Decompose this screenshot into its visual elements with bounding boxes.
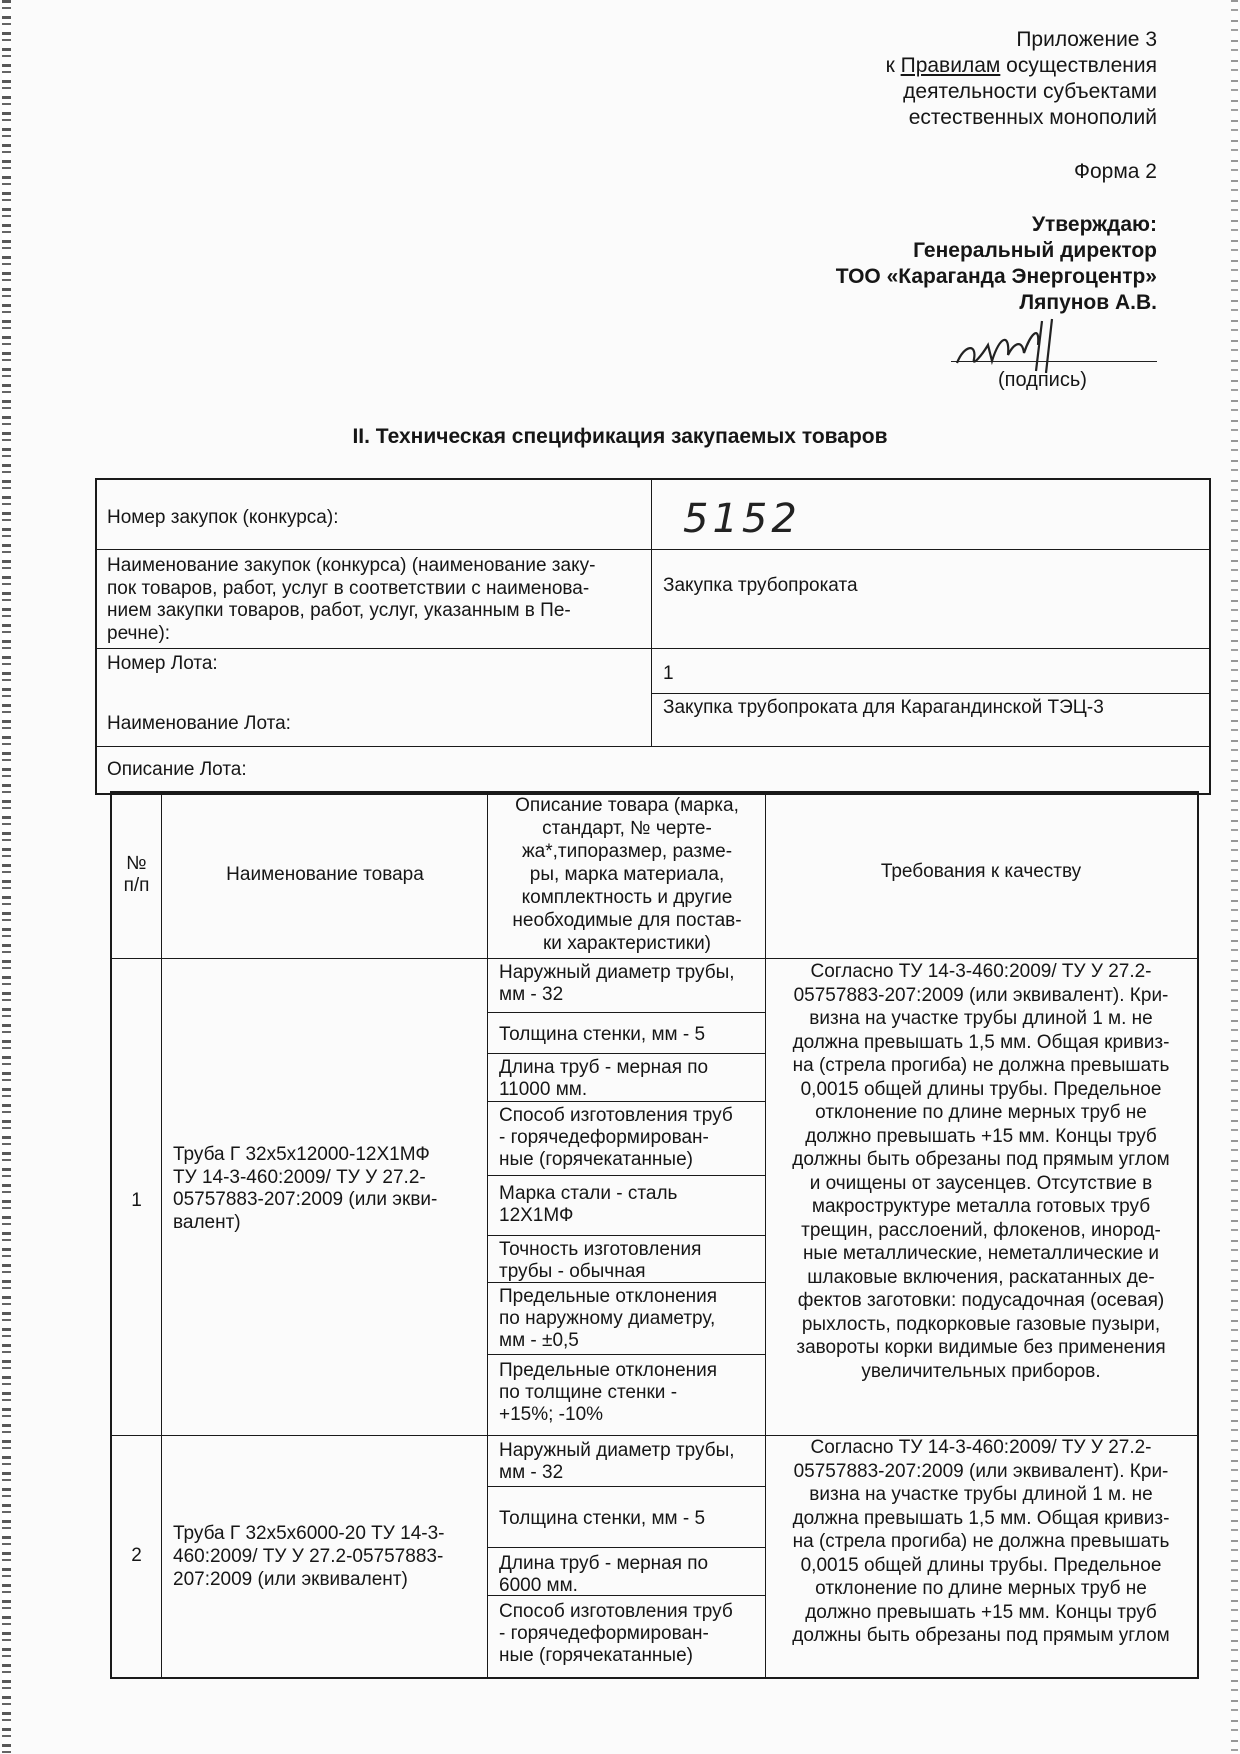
divider xyxy=(95,746,1209,747)
purchase-number-label: Номер закупок (конкурса): xyxy=(107,507,339,528)
divider xyxy=(651,478,652,746)
approval-block xyxy=(836,212,1157,316)
spec-cell xyxy=(499,1286,717,1352)
quality-line: трещин, расслоений, флокенов, инород- xyxy=(801,1219,1161,1241)
scan-edge-right xyxy=(1231,0,1238,1754)
divider xyxy=(161,791,162,1677)
spec-cell xyxy=(499,1239,701,1283)
spec-line: 6000 мм. xyxy=(499,1575,578,1596)
scan-edge-left xyxy=(2,0,11,1754)
quality-line: должны быть обрезаны под прямым углом xyxy=(792,1625,1170,1646)
quality-line: отклонение по длине мерных труб не xyxy=(815,1102,1147,1123)
quality-line: 0,0015 общей длины трубы. Предельное xyxy=(800,1078,1162,1100)
spec-line: Предельные отклонения xyxy=(499,1360,718,1381)
annex-line: естественных монополий xyxy=(908,106,1157,129)
spec-line: Способ изготовления труб xyxy=(499,1105,733,1126)
signature-line xyxy=(951,361,1157,362)
quality-line: фектов заготовки: подусадочная (осевая) xyxy=(797,1290,1165,1311)
divider xyxy=(765,791,766,1677)
spec-line: Точность изготовления xyxy=(499,1239,702,1260)
header-line: п/п xyxy=(123,875,150,896)
spec-cell xyxy=(499,1057,708,1101)
spec-line: по толщине стенки - xyxy=(499,1382,678,1403)
quality-line: на (стрела прогиба) не должна превышать xyxy=(792,1531,1170,1552)
divider xyxy=(95,549,1209,550)
header-line: комплектность и другие xyxy=(521,887,733,908)
lot-number-label: Номер Лота: xyxy=(107,653,218,674)
purchase-number-value: 5152 xyxy=(683,496,801,542)
label-line: нием закупки товаров, работ, услуг, указанным в Пе- xyxy=(107,600,571,621)
spec-cell xyxy=(499,1440,735,1484)
name-line: Труба Г 32х5х12000-12Х1МФ xyxy=(173,1144,430,1165)
approval-line: Генеральный директор xyxy=(913,239,1157,262)
name-line: 460:2009/ ТУ У 27.2-05757883- xyxy=(173,1546,444,1567)
quality-line: шлаковые включения, раскатанных де- xyxy=(807,1266,1155,1288)
annex-line: Приложение 3 xyxy=(1016,28,1157,51)
spec-line: - горячедеформирован- xyxy=(499,1623,709,1644)
divider xyxy=(487,1235,765,1236)
spec-line: Наружный диаметр трубы, xyxy=(499,962,735,983)
divider xyxy=(487,1101,765,1102)
spec-cell xyxy=(499,1553,708,1597)
approval-line: ТОО «Караганда Энергоцентр» xyxy=(835,265,1157,288)
quality-line: 0,0015 общей длины трубы. Предельное xyxy=(800,1554,1162,1576)
quality-line: должна превышать 1,5 мм. Общая кривиз- xyxy=(792,1507,1170,1529)
spec-line: Длина труб - мерная по xyxy=(499,1553,709,1574)
name-line: ТУ 14-3-460:2009/ ТУ У 27.2- xyxy=(173,1166,426,1188)
column-header-name: Наименование товара xyxy=(226,864,424,885)
spec-line: Способ изготовления труб xyxy=(499,1601,733,1622)
label-line: пок товаров, работ, услуг в соответствии с наименова- xyxy=(107,577,590,599)
column-header-description xyxy=(489,794,765,955)
column-header-number xyxy=(112,853,161,897)
quality-line: макроструктуре металла готовых труб xyxy=(811,1196,1151,1217)
divider xyxy=(651,693,1209,694)
lot-number-value: 1 xyxy=(663,663,674,684)
approval-line: Утверждаю: xyxy=(1031,213,1157,236)
quality-line: визна на участке трубы длиной 1 м. не xyxy=(809,1484,1153,1505)
spec-line: Наружный диаметр трубы, xyxy=(499,1440,735,1461)
form-label: Форма 2 xyxy=(1074,160,1157,183)
divider xyxy=(487,1053,765,1054)
quality-line: ные металлические, неметаллические и xyxy=(802,1243,1160,1264)
divider xyxy=(487,1486,765,1487)
quality-line: увеличительных приборов. xyxy=(861,1360,1101,1382)
spec-line: по наружному диаметру, xyxy=(499,1308,716,1329)
item-number: 2 xyxy=(131,1545,142,1566)
purchase-name-label xyxy=(107,555,595,645)
annex-line: деятельности субъектами xyxy=(903,80,1157,103)
quality-line: завороты корки видимые без применения xyxy=(796,1337,1166,1358)
quality-line: отклонение по длине мерных труб не xyxy=(815,1578,1147,1599)
item-number: 1 xyxy=(131,1190,142,1211)
page-title: II. Техническая спецификация закупаемых товаров xyxy=(352,425,888,448)
spec-cell xyxy=(499,1508,705,1530)
rules-link: Правилам xyxy=(900,54,1001,77)
spec-line: ные (горячекатанные) xyxy=(499,1149,693,1170)
quality-line: должно превышать +15 мм. Концы труб xyxy=(805,1125,1157,1147)
header-line: ки характеристики) xyxy=(542,933,712,954)
item-name xyxy=(173,1144,437,1234)
name-line: Труба Г 32х5х6000-20 ТУ 14-3- xyxy=(173,1523,445,1544)
column-header-quality: Требования к качеству xyxy=(880,861,1082,882)
spec-line: Марка стали - сталь xyxy=(499,1183,678,1204)
spec-cell xyxy=(499,1360,717,1426)
spec-cell xyxy=(499,1105,733,1171)
name-line: 207:2009 (или эквивалент) xyxy=(173,1569,408,1590)
divider xyxy=(95,648,1209,649)
spec-cell xyxy=(499,962,735,1006)
label-line: Наименование закупок (конкурса) (наименование заку- xyxy=(107,555,596,576)
spec-line: Толщина стенки, мм - 5 xyxy=(499,1024,706,1045)
spec-line: 12Х1МФ xyxy=(499,1205,574,1226)
spec-line: - горячедеформирован- xyxy=(499,1127,709,1148)
divider xyxy=(487,1354,765,1355)
header-line: жа*,типоразмер, разме- xyxy=(521,841,733,862)
lot-name-label: Наименование Лота: xyxy=(107,713,291,734)
spec-line: Толщина стенки, мм - 5 xyxy=(499,1508,706,1529)
spec-line: трубы - обычная xyxy=(499,1261,646,1282)
header-line: № xyxy=(126,853,147,874)
label-line: речне): xyxy=(107,622,171,644)
divider xyxy=(487,1175,765,1176)
divider xyxy=(487,1547,765,1548)
header-line: необходимые для постав- xyxy=(512,910,742,931)
spec-line: мм - 32 xyxy=(499,1462,564,1483)
spec-line: +15%; -10% xyxy=(499,1404,604,1425)
quality-line: 05757883-207:2009 (или эквивалент). Кри- xyxy=(793,984,1169,1006)
divider xyxy=(110,958,1197,959)
quality-line: и очищены от заусенцев. Отсутствие в xyxy=(809,1172,1153,1194)
lot-description-label: Описание Лота: xyxy=(107,759,247,780)
spec-line: Предельные отклонения xyxy=(499,1286,718,1307)
divider xyxy=(487,1012,765,1013)
signature-caption: (подпись) xyxy=(998,369,1087,391)
annex-block xyxy=(886,27,1157,131)
quality-line: должны быть обрезаны под прямым углом xyxy=(792,1149,1170,1170)
header-line: ры, марка материала, xyxy=(529,864,725,885)
spec-line: Длина труб - мерная по xyxy=(499,1057,709,1078)
spec-line: 11000 мм. xyxy=(499,1079,588,1100)
lot-name-value: Закупка трубопроката для Карагандинской ТЭЦ-3 xyxy=(663,697,1104,718)
item-name xyxy=(173,1522,444,1591)
quality-line: рыхлость, подкорковые газовые пузыри, xyxy=(801,1313,1161,1335)
spec-line: мм - 32 xyxy=(499,984,564,1005)
quality-line: должно превышать +15 мм. Концы труб xyxy=(805,1601,1157,1623)
name-line: валент) xyxy=(173,1211,241,1233)
spec-cell xyxy=(499,1183,677,1227)
annex-line: к Правилам осуществления xyxy=(885,54,1157,77)
quality-requirements xyxy=(767,1436,1195,1648)
quality-line: на (стрела прогиба) не должна превышать xyxy=(792,1055,1170,1076)
divider xyxy=(487,791,488,1677)
header-line: стандарт, № черте- xyxy=(542,818,712,839)
spec-line: ные (горячекатанные) xyxy=(499,1645,693,1666)
spec-line: мм - ±0,5 xyxy=(499,1330,579,1351)
spec-cell xyxy=(499,1024,705,1046)
quality-line: должна превышать 1,5 мм. Общая кривиз- xyxy=(792,1031,1170,1053)
approval-line: Ляпунов А.В. xyxy=(1019,291,1157,314)
quality-requirements xyxy=(767,960,1195,1383)
quality-line: 05757883-207:2009 (или эквивалент). Кри- xyxy=(793,1460,1169,1482)
name-line: 05757883-207:2009 (или экви- xyxy=(173,1189,438,1210)
header-line: Описание товара (марка, xyxy=(515,795,739,816)
purchase-name-value: Закупка трубопроката xyxy=(663,575,858,596)
quality-line: Согласно ТУ 14-3-460:2009/ ТУ У 27.2- xyxy=(810,1437,1152,1458)
spec-cell xyxy=(499,1601,733,1667)
quality-line: Согласно ТУ 14-3-460:2009/ ТУ У 27.2- xyxy=(810,961,1152,982)
quality-line: визна на участке трубы длиной 1 м. не xyxy=(809,1008,1153,1029)
signature-mark xyxy=(952,315,1082,375)
